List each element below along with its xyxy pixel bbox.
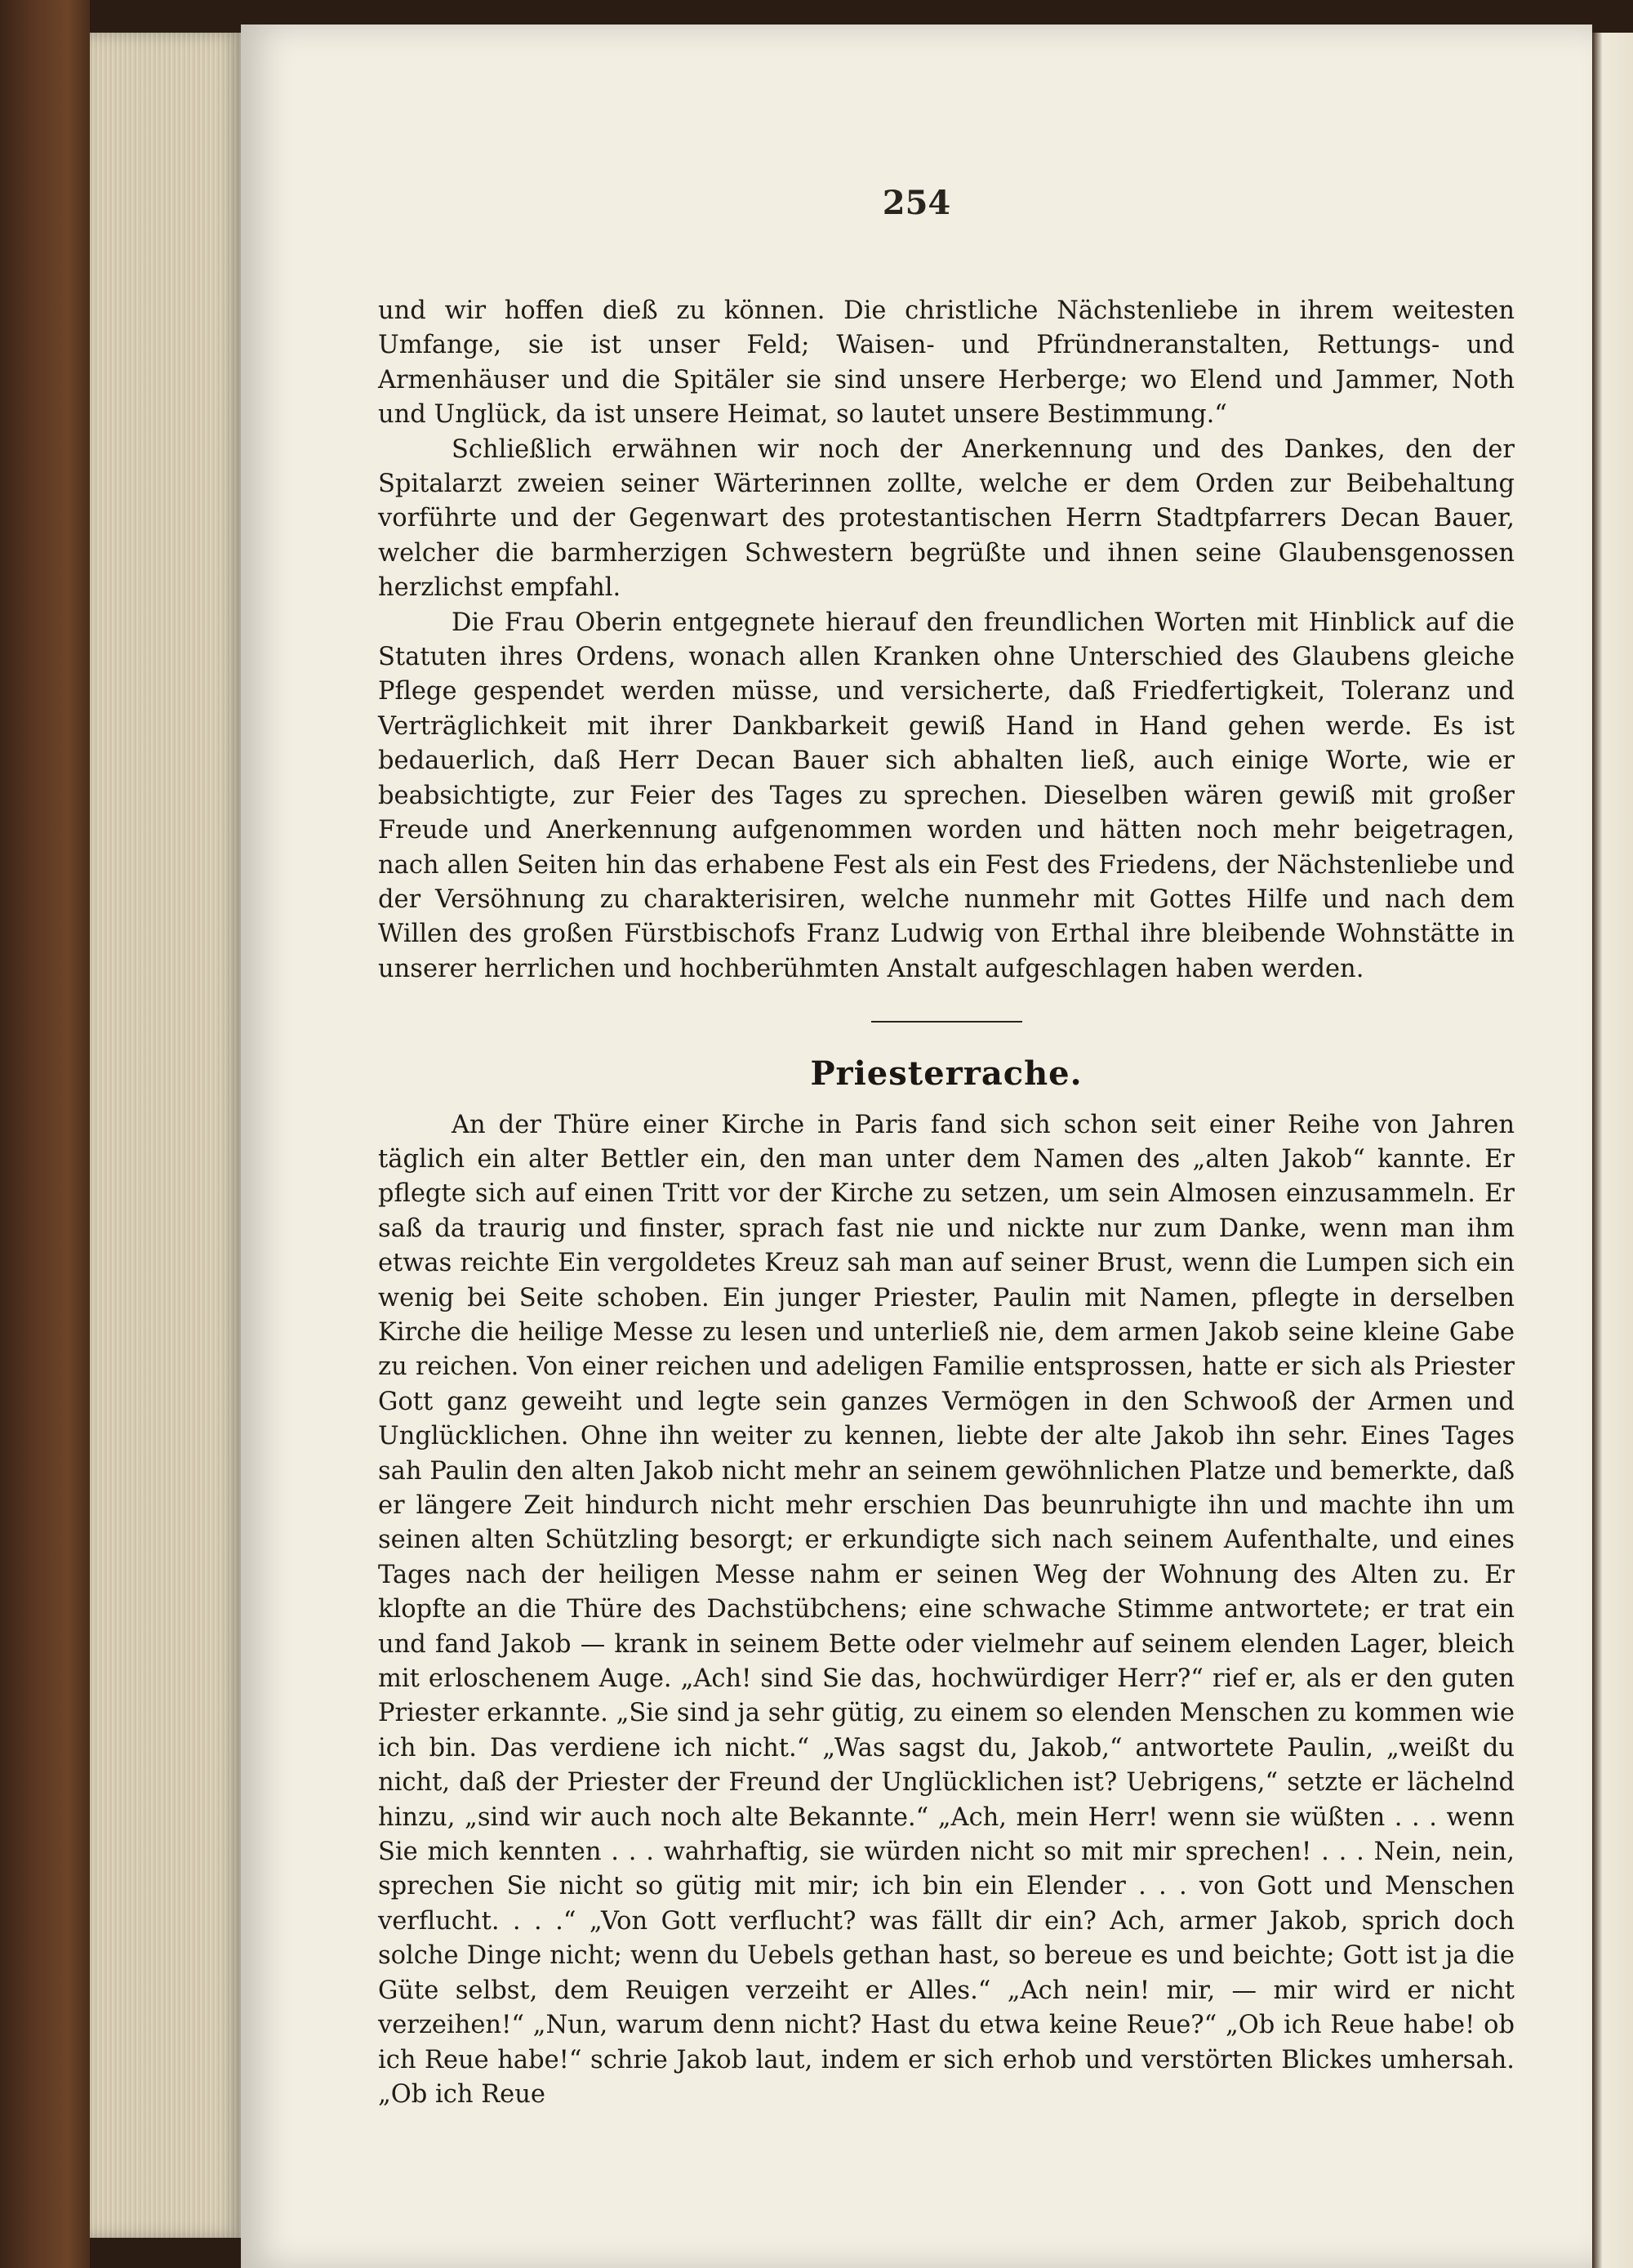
paragraph: und wir hoffen dieß zu können. Die christliche Nächstenliebe in ihrem weitesten Umfange, sie ist unser Feld; Waisen- und Pfründneranstalten, Rettungs- und Armenhäuser und die Spitäler sie sind unsere Herberge; wo Elend und Jammer, Noth und Unglück, da ist unsere Heimat, so lautet unsere Bestimmung.“ bbox=[378, 296, 1515, 430]
paragraph: An der Thüre einer Kirche in Paris fand sich schon seit einer Reihe von Jahren täglich ein alter Bettler ein, den man unter dem Namen des „alten Jakob“ kannte. Er pflegte sich auf einen Tritt vor der Kirche zu setzen, um sein Almosen einzusammeln. Er saß da traurig und finster, sprach fast nie und nickte nur zum Danke, wenn man ihm etwas reichte Ein vergoldetes Kreuz sah man auf seiner Brust, wenn die Lumpen sich ein wenig bei Seite schoben. Ein junger Priester, Paulin mit Namen, pflegte in derselben Kirche die heilige Messe zu lesen und unterließ nie, dem armen Jakob seine kleine Gabe zu reichen. Von einer reichen und adeligen Familie entsprossen, hatte er sich als Priester Gott ganz geweiht und legte sein ganzes Vermögen in den Schwooß der Armen und Unglücklichen. Ohne ihn weiter zu kennen, liebte der alte Jakob ihn sehr. Eines Tages sah Paulin den alten Jakob nicht mehr an seinem gewöhnlichen Platze und bemerkte, daß er längere Zeit hindurch nicht mehr erschien Das beunruhigte ihn und machte ihn um seinen alten Schützling besorgt; er erkundigte sich nach seinem Aufenthalte, und eines Tages nach der heiligen Messe nahm er seinen Weg der Wohnung des Alten zu. Er klopfte an die Thüre des Dachstübchens; eine schwache Stimme antwortete; er trat ein und fand Jakob — krank in seinem Bette oder vielmehr auf seinem elenden Lager, bleich mit erloschenem Auge. „Ach! sind Sie das, hochwürdiger Herr?“ rief er, als er den guten Priester erkannte. „Sie sind ja sehr gütig, zu einem so elenden Menschen zu kommen wie ich bin. Das verdiene ich nicht.“ „Was sagst du, Jakob,“ antwortete Paulin, „weißt du nicht, daß der Priester der Freund der Unglücklichen ist? Uebrigens,“ setzte er lächelnd hinzu, „sind wir auch noch alte Bekannte.“ „Ach, mein Herr! wenn sie wüßten . . . wenn Sie mich kennten . . . wahrhaftig, sie würden nicht so mit mir sprechen! . . . Nein, nein, sprechen Sie nicht so gütig mit mir; ich bin ein Elender . . . von Gott und Menschen verflucht. . . .“ „Von Gott verflucht? was fällt dir ein? Ach, armer Jakob, sprich doch solche Dinge nicht; wenn du Uebels gethan hast, so bereue es und beichte; Gott ist ja die Güte selbst, dem Reuigen verzeiht er Alles.“ „Ach nein! mir, — mir wird er nicht verzeihen!“ „Nun, warum denn nicht? Hast du etwa keine Reue?“ „Ob ich Reue habe! ob ich Reue habe!“ schrie Jakob laut, indem er sich erhob und verstörten Blickes umhersah. „Ob ich Reue bbox=[378, 1110, 1515, 2109]
page-stack-edges bbox=[90, 33, 241, 2238]
section-heading: Priesterrache. bbox=[810, 1054, 1083, 1094]
book-cover-edge bbox=[0, 0, 90, 2268]
paragraph: Die Frau Oberin entgegnete hierauf den freundlichen Worten mit Hinblick auf die Statuten ihres Ordens, wonach allen Kranken ohne Unterschied des Glaubens gleiche Pflege gespendet werden müsse, und versicherte, daß Friedfertigkeit, Toleranz und Verträglichkeit mit ihrer Dankbarkeit gewiß Hand in Hand gehen werde. Es ist bedauerlich, daß Herr Decan Bauer sich abhalten ließ, auch einige Worte, wie er beabsichtigte, zur Feier des Tages zu sprechen. Dieselben wären gewiß mit großer Freude und Anerkennung aufgenommen worden und hätten noch mehr beigetragen, nach allen Seiten hin das erhabene Fest als ein Fest des Friedens, der Nächstenliebe und der Versöhnung zu charakterisiren, welche nunmehr mit Gottes Hilfe und nach dem Willen des großen Fürstbischofs Franz Ludwig von Erthal ihre bleibende Wohnstätte in unserer herrlichen und hochberühmten Anstalt aufgeschlagen haben werden. bbox=[378, 608, 1515, 983]
facing-page-edge bbox=[1592, 33, 1633, 2268]
page-number: 254 bbox=[882, 184, 951, 222]
book-page bbox=[241, 25, 1592, 2268]
page-text bbox=[378, 294, 1515, 2112]
paragraph: Schließlich erwähnen wir noch der Anerkennung und des Dankes, den der Spitalarzt zweien seiner Wärterinnen zollte, welche er dem Orden zur Beibehaltung vorführte und der Gegenwart des protestantischen Herrn Stadtpfarrers Decan Bauer, welcher die barmherzigen Schwestern begrüßte und ihnen seine Glaubensgenossen herzlichst empfahl. bbox=[378, 434, 1515, 603]
section-divider bbox=[871, 1021, 1022, 1023]
